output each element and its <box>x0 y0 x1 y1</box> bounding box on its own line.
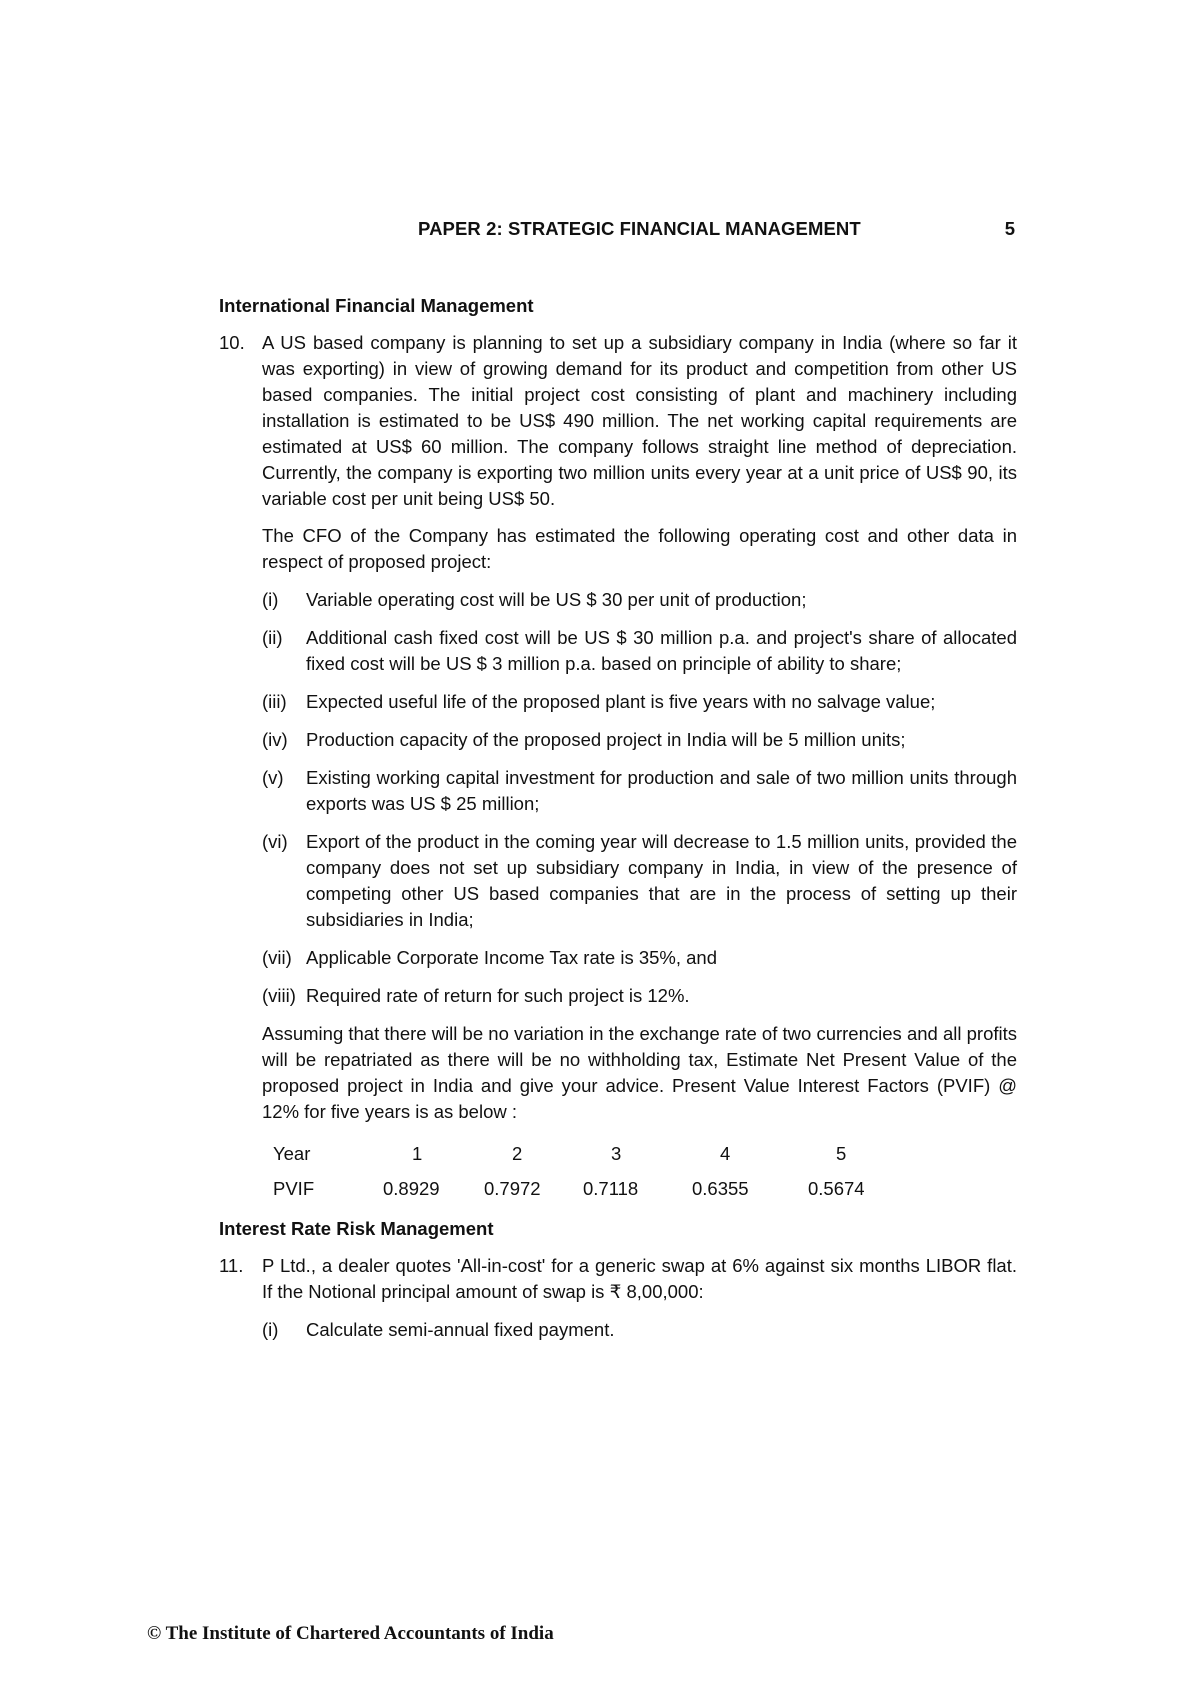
list-item <box>262 829 1017 933</box>
pvif-year-cell: 2 <box>512 1143 523 1164</box>
pvif-year-cell: 5 <box>836 1143 847 1164</box>
list-item-number: (iv) <box>262 729 288 750</box>
pvif-year-row <box>273 1141 893 1167</box>
pvif-row-label: Year <box>273 1143 311 1164</box>
list-item-text: Calculate semi-annual fixed payment. <box>306 1319 615 1340</box>
pvif-year-cell: 4 <box>720 1143 731 1164</box>
list-item-text: Variable operating cost will be US $ 30 per unit of production; <box>306 589 807 610</box>
list-item-text: Existing working capital investment for production and sale of two million units through exports was US $ 25 million; <box>306 767 1017 814</box>
list-item-text: Applicable Corporate Income Tax rate is 35%, and <box>306 947 718 968</box>
list-item <box>262 1317 1017 1343</box>
list-item-number: (iii) <box>262 691 287 712</box>
list-item-number: (v) <box>262 767 284 788</box>
list-item-number: (viii) <box>262 985 296 1006</box>
question-paragraph: P Ltd., a dealer quotes 'All-in-cost' for a generic swap at 6% against six months LIBOR flat. If the Notional principal amount of swap is ₹ 8,00,000: <box>262 1255 1017 1302</box>
pvif-factor-row <box>273 1176 893 1202</box>
list-item <box>262 625 1017 677</box>
page-header <box>219 218 1015 244</box>
list-item <box>262 983 1017 1009</box>
pvif-factor-cell: 0.8929 <box>383 1178 440 1199</box>
list-item-number: (i) <box>262 1319 279 1340</box>
list-item <box>262 727 1017 753</box>
section-heading-international: International Financial Management <box>219 295 534 316</box>
list-item <box>262 689 1017 715</box>
question-items-list <box>262 587 1017 1009</box>
pvif-row-label: PVIF <box>273 1178 315 1199</box>
page-content <box>219 293 1017 1355</box>
question-10 <box>219 330 1017 1202</box>
page-header-title: PAPER 2: STRATEGIC FINANCIAL MANAGEMENT <box>418 218 861 239</box>
question-paragraph: A US based company is planning to set up a subsidiary company in India (where so far it was exporting) in view of growing demand for its product and competition from other US based companies. The initial project cost consisting of plant and machinery including installation is estimated to be US$ 490 million. The net working capital requirements are estimated at US$ 60 million. The company follows straight line method of depreciation. Currently, the company is exporting two million units every year at a unit price of US$ 90, its variable cost per unit being US$ 50. <box>262 332 1017 509</box>
list-item-number: (vii) <box>262 947 292 968</box>
question-number: 10. <box>219 332 245 353</box>
pvif-factor-cell: 0.7972 <box>484 1178 541 1199</box>
pvif-factor-cell: 0.5674 <box>808 1178 865 1199</box>
list-item-text: Export of the product in the coming year will decrease to 1.5 million units, provided the company does not set up subsidiary company in India, in view of the presence of competing other US based companies that are in the process of setting up their subsidiaries in India; <box>306 831 1017 930</box>
list-item-text: Additional cash fixed cost will be US $ 30 million p.a. and project's share of allocated fixed cost will be US $ 3 million p.a. based on principle of ability to share; <box>306 627 1017 674</box>
list-item <box>262 765 1017 817</box>
pvif-factor-cell: 0.6355 <box>692 1178 749 1199</box>
page-footer-copyright: © The Institute of Chartered Accountants of India <box>147 1623 554 1644</box>
list-item-number: (vi) <box>262 831 288 852</box>
list-item-number: (ii) <box>262 627 283 648</box>
pvif-table <box>273 1141 893 1202</box>
question-paragraph: Assuming that there will be no variation in the exchange rate of two currencies and all profits will be repatriated as there will be no withholding tax, Estimate Net Present Value of the proposed project in India and give your advice. Present Value Interest Factors (PVIF) @ 12% for five years is as below : <box>262 1023 1017 1122</box>
list-item-text: Required rate of return for such project is 12%. <box>306 985 690 1006</box>
pvif-year-cell: 1 <box>412 1143 423 1164</box>
question-11 <box>219 1253 1017 1343</box>
pvif-factor-cell: 0.7118 <box>583 1178 639 1199</box>
list-item-text: Production capacity of the proposed project in India will be 5 million units; <box>306 729 906 750</box>
list-item-number: (i) <box>262 589 279 610</box>
question-items-list <box>262 1317 1017 1343</box>
question-number: 11. <box>219 1255 244 1276</box>
list-item <box>262 587 1017 613</box>
question-paragraph: The CFO of the Company has estimated the following operating cost and other data in respect of proposed project: <box>262 525 1017 572</box>
section-heading-interest-rate: Interest Rate Risk Management <box>219 1218 494 1239</box>
pvif-year-cell: 3 <box>611 1143 622 1164</box>
list-item <box>262 945 1017 971</box>
page-number: 5 <box>1004 218 1015 239</box>
list-item-text: Expected useful life of the proposed plant is five years with no salvage value; <box>306 691 936 712</box>
